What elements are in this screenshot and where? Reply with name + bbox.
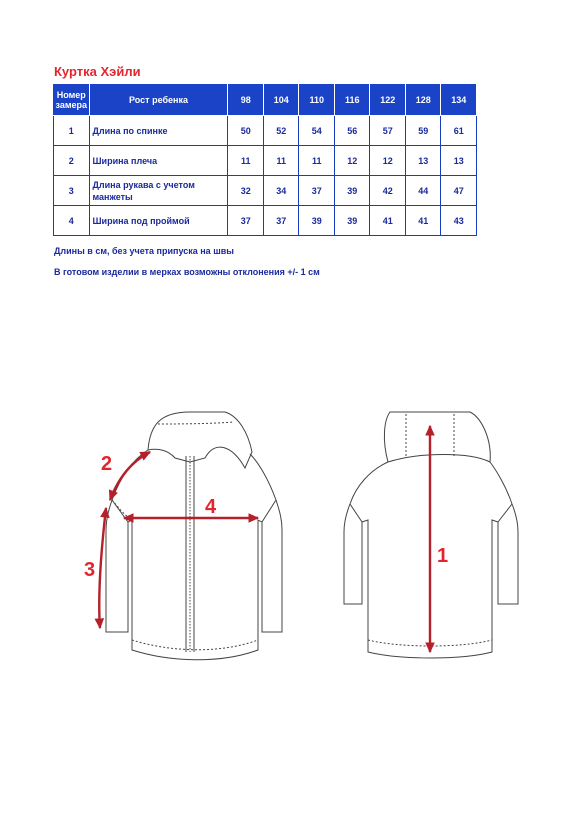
table-cell: 59 (405, 116, 441, 146)
size-122: 122 (370, 84, 406, 116)
product-title: Куртка Хэйли (54, 64, 141, 79)
table-cell: 41 (405, 206, 441, 236)
label-measure-2: 2 (101, 453, 113, 475)
table-cell: 11 (299, 146, 335, 176)
table-cell: 37 (263, 206, 299, 236)
row-label: Длина по спинке (89, 116, 228, 146)
size-110: 110 (299, 84, 335, 116)
jacket-diagram (0, 380, 572, 700)
table-row (54, 206, 477, 236)
arrow-sleeve-length (99, 508, 106, 628)
size-134: 134 (441, 84, 477, 116)
table-cell: 44 (405, 176, 441, 206)
table-cell: 39 (334, 176, 370, 206)
table-row (54, 116, 477, 146)
row-number: 4 (54, 206, 90, 236)
jacket-front-drawing (106, 412, 282, 660)
table-cell: 39 (299, 206, 335, 236)
table-cell: 41 (370, 206, 406, 236)
label-measure-1: 1 (437, 545, 449, 567)
label-measure-3: 3 (84, 559, 96, 581)
table-cell: 47 (441, 176, 477, 206)
table-cell: 57 (370, 116, 406, 146)
table-cell: 34 (263, 176, 299, 206)
size-128: 128 (405, 84, 441, 116)
size-table (53, 83, 477, 236)
table-cell: 32 (228, 176, 264, 206)
table-cell: 13 (441, 146, 477, 176)
table-cell: 13 (405, 146, 441, 176)
table-cell: 11 (263, 146, 299, 176)
header-measure-number: Номер замера (54, 84, 90, 116)
table-cell: 42 (370, 176, 406, 206)
header-child-height: Рост ребенка (89, 84, 228, 116)
size-table-header (54, 84, 477, 116)
table-cell: 54 (299, 116, 335, 146)
table-cell: 37 (299, 176, 335, 206)
size-116: 116 (334, 84, 370, 116)
label-measure-4: 4 (205, 496, 217, 518)
table-cell: 50 (228, 116, 264, 146)
measurement-arrows (99, 426, 430, 652)
table-cell: 12 (334, 146, 370, 176)
table-cell: 11 (228, 146, 264, 176)
row-number: 3 (54, 176, 90, 206)
row-label: Ширина под проймой (89, 206, 228, 236)
arrow-shoulder-width (110, 452, 150, 500)
table-row (54, 146, 477, 176)
table-cell: 52 (263, 116, 299, 146)
table-cell: 12 (370, 146, 406, 176)
row-label: Ширина плеча (89, 146, 228, 176)
table-cell: 39 (334, 206, 370, 236)
size-98: 98 (228, 84, 264, 116)
table-cell: 61 (441, 116, 477, 146)
note-tolerance: В готовом изделии в мерках возможны отклонения +/- 1 см (54, 267, 320, 277)
table-row (54, 176, 477, 206)
size-104: 104 (263, 84, 299, 116)
row-number: 1 (54, 116, 90, 146)
row-number: 2 (54, 146, 90, 176)
note-lengths: Длины в см, без учета припуска на швы (54, 246, 234, 256)
table-cell: 37 (228, 206, 264, 236)
row-label: Длина рукава с учетом манжеты (89, 176, 228, 206)
table-cell: 56 (334, 116, 370, 146)
table-cell: 43 (441, 206, 477, 236)
